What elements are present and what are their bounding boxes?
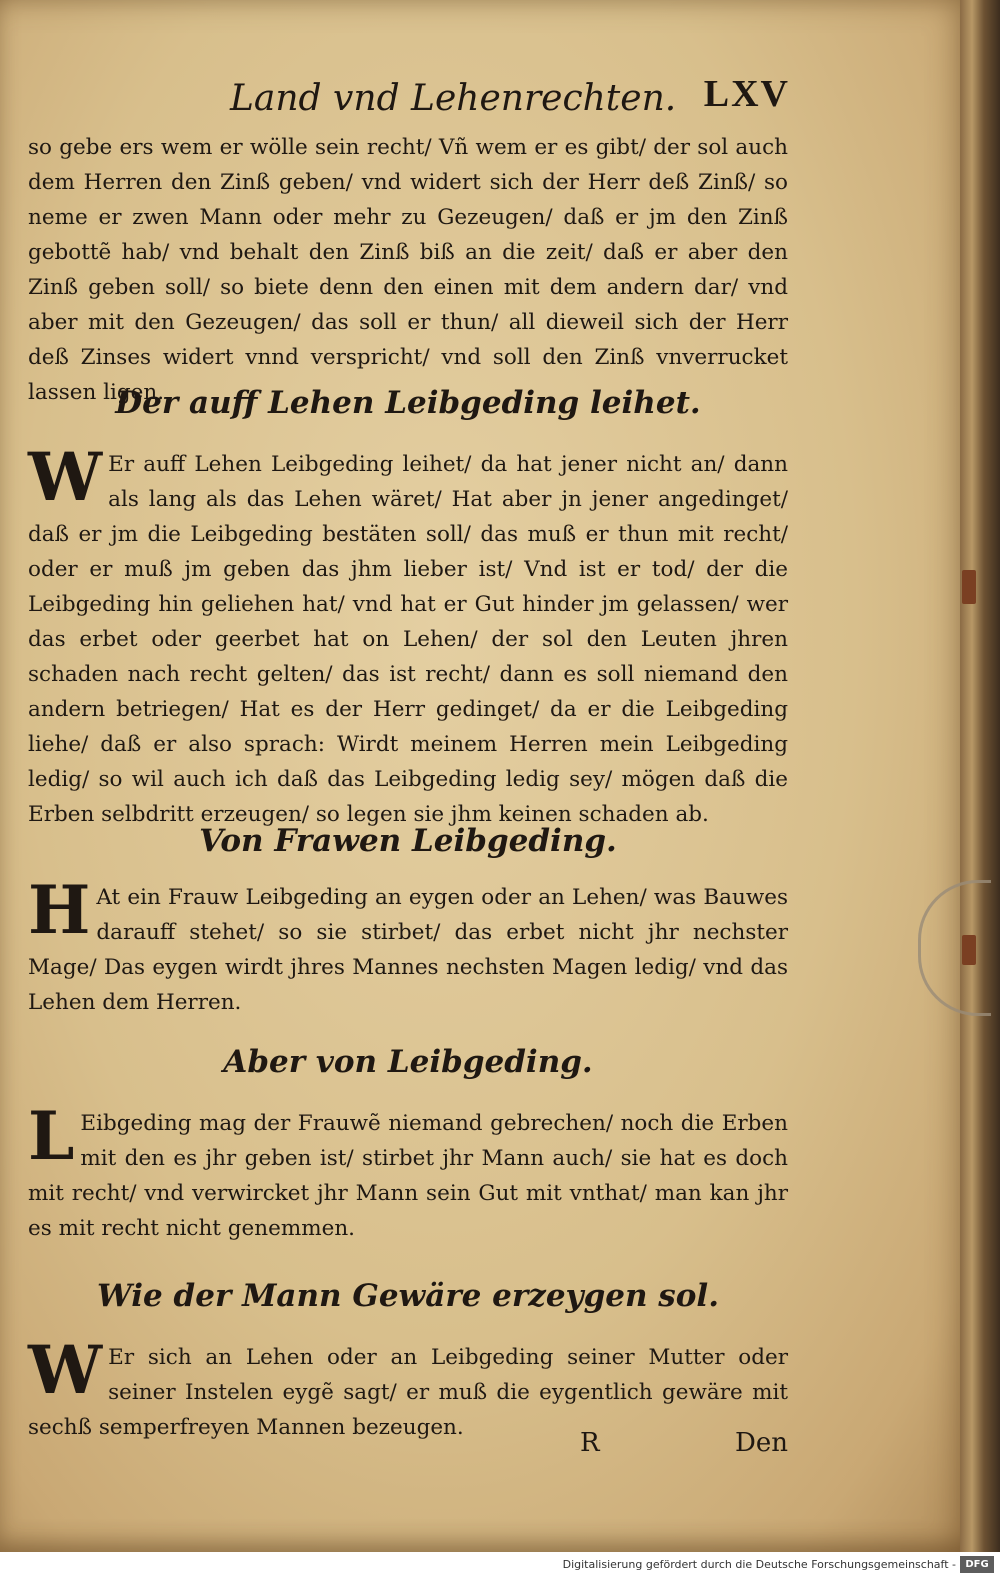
initial-letter-1: W [28, 438, 103, 516]
paragraph-1-text: Er auff Lehen Leibgeding leihet/ da hat jener nicht an/ dann als lang als das Lehen wäret/ Hat aber jn jener angedinget/ daß er jm die Leibgeding bestäten soll/ das muß er thun mit recht/ oder er muß jm geben das jhm lieber ist/ Vnd ist er tod/ der die Leibgeding hin geliehen hat/ vnd hat er Gut hinder jm gelassen/ wer das erbet oder geerbet hat on Lehen/ der sol den Leuten jhren schaden nach recht gelten/ das ist recht/ dann es soll niemand den andern betriegen/ Hat es der Herr gedinget/ da er die Leibgeding liehe/ daß er also sprach: Wirdt meinem Herren mein Leibgeding ledig/ so wil auch ich daß das Leibgeding ledig sey/ mögen daß die Erben selbdritt erzeugen/ so legen sie jhm keinen schaden ab. [28, 452, 788, 827]
signature-mark: R [580, 1428, 600, 1458]
paragraph-continuation: so gebe ers wem er wölle sein recht/ Vñ wem er es gibt/ der sol auch dem Herren den Zinß geben/ vnd widert sich der Herr deß Zinß/ so neme er zwen Mann oder mehr zu Gezeugen/ daß er jm den Zinß gebottẽ hab/ vnd behalt den Zinß biß an die zeit/ daß er aber den Zinß geben soll/ so biete denn den einen mit dem andern dar/ vnd aber mit den Gezeugen/ das soll er thun/ all dieweil sich der Herr deß Zinses widert vnnd verspricht/ vnd soll den Zinß vnverrucket lassen ligen. [28, 135, 788, 405]
section-heading-2: Von Frawen Leibgeding. [199, 823, 617, 859]
running-head: Land vnd Lehenrechten. [230, 78, 677, 119]
paragraph-2-text: At ein Frauw Leibgeding an eygen oder an Lehen/ was Bauwes darauff stehet/ so sie stirbet/ das erbet nicht jhr nechster Mage/ Das eygen wirdt jhres Mannes nechsten Magen ledig/ vnd das Lehen dem Herren. [28, 885, 788, 1015]
paragraph-1 [28, 438, 788, 832]
paragraph-4 [28, 1331, 788, 1445]
page-edge [960, 0, 1000, 1552]
section-heading-3: Aber von Leibgeding. [223, 1044, 593, 1080]
initial-letter-2: H [28, 871, 91, 949]
folio-number: LXV [703, 73, 790, 115]
initial-letter-4: W [28, 1331, 103, 1409]
paragraph-4-text: Er sich an Lehen oder an Leibgeding seiner Mutter oder seiner Instelen eygẽ sagt/ er muß die eygentlich gewäre mit sechß semperfreyen Mannen bezeugen. [28, 1345, 788, 1440]
catchword: Den [735, 1428, 788, 1458]
funding-credit: Digitalisierung gefördert durch die Deutsche Forschungsgemeinschaft - [562, 1558, 956, 1571]
page-header [230, 73, 790, 128]
initial-letter-3: L [28, 1097, 75, 1175]
dfg-logo: DFG [960, 1556, 994, 1573]
section-heading-4: Wie der Mann Gewäre erzeygen sol. [97, 1278, 719, 1314]
bookmark-tab-icon [962, 570, 976, 604]
footer-bar [0, 1552, 1000, 1581]
paragraph-2 [28, 871, 788, 1020]
paragraph-3 [28, 1097, 788, 1246]
paragraph-3-text: Eibgeding mag der Frauwẽ niemand gebrechen/ noch die Erben mit den es jhr geben ist/ stirbet jhr Mann auch/ sie hat es doch mit recht/ vnd verwircket jhr Mann sein Gut mit vnthat/ man kan jhr es mit recht nicht genemmen. [28, 1111, 788, 1241]
section-heading-1: Der auff Lehen Leibgeding leihet. [115, 385, 701, 421]
